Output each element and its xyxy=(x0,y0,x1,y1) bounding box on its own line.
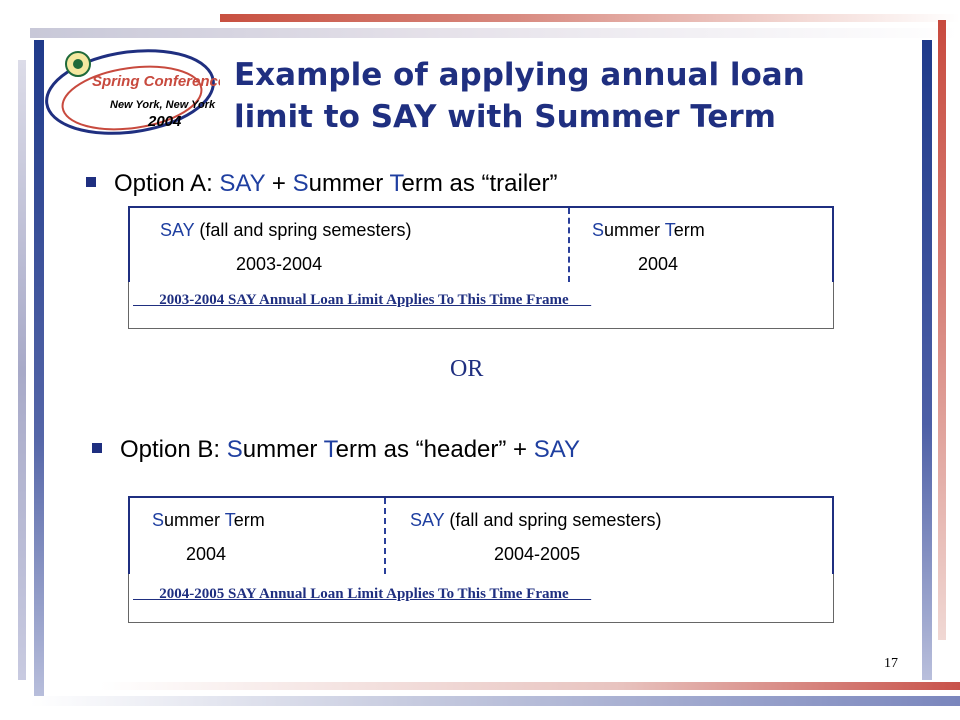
option-a-say-year: 2003-2004 xyxy=(236,254,323,274)
option-a-rest: erm as “trailer” xyxy=(401,170,558,197)
option-b-summer-label: Summer Term xyxy=(152,510,265,530)
option-b-prefix: Option B: xyxy=(120,436,227,463)
option-a-say-label: SAY (fall and spring semesters) xyxy=(160,220,412,240)
option-a-ummer: ummer xyxy=(308,170,390,197)
conference-logo xyxy=(40,42,220,142)
option-a-frame-box xyxy=(128,282,834,329)
option-b-summer-year: 2004 xyxy=(186,544,227,564)
option-a-frame-text: 2003-2004 SAY Annual Loan Limit Applies To This Time Frame xyxy=(133,292,592,308)
top-frame-bar xyxy=(30,28,960,38)
title-line-1: Example of applying annual loan xyxy=(234,57,805,93)
logo-location: New York, New York xyxy=(110,99,216,111)
option-b-say-label: SAY (fall and spring semesters) xyxy=(410,510,662,530)
option-a-prefix: Option A: xyxy=(114,170,220,197)
option-b-t: T xyxy=(323,436,336,463)
bullet-square-icon xyxy=(86,177,96,187)
logo-year: 2004 xyxy=(148,113,182,130)
bottom-accent-bar xyxy=(100,682,960,690)
option-b-say: SAY xyxy=(533,436,580,463)
option-a-plus: + xyxy=(265,170,293,197)
option-b-say-year: 2004-2005 xyxy=(494,544,581,564)
option-a-say: SAY xyxy=(219,170,266,197)
option-a-s: S xyxy=(292,170,309,197)
option-a-term-box xyxy=(128,206,834,284)
logo-name: Spring Conference xyxy=(92,73,220,90)
option-a-summer-label: Summer Term xyxy=(592,220,705,240)
title-line-2: limit to SAY with Summer Term xyxy=(234,99,776,135)
option-a-summer-year: 2004 xyxy=(638,254,679,274)
option-b-term-box xyxy=(128,496,834,576)
option-b-heading xyxy=(92,436,580,464)
option-b-ummer: ummer xyxy=(242,436,324,463)
option-b-frame-text: 2004-2005 SAY Annual Loan Limit Applies To This Time Frame xyxy=(133,586,592,602)
option-a-heading xyxy=(86,170,558,198)
or-separator: OR xyxy=(450,356,484,382)
right-accent-bar xyxy=(938,20,946,640)
option-b-s: S xyxy=(226,436,243,463)
option-a-t: T xyxy=(389,170,402,197)
option-a-divider xyxy=(568,208,570,282)
bottom-frame-bar xyxy=(30,696,960,706)
option-b-rest: erm as “header” + xyxy=(335,436,534,463)
option-b-frame-box xyxy=(128,574,834,623)
bullet-square-icon xyxy=(92,443,102,453)
page-title xyxy=(234,54,924,138)
left-accent-bar xyxy=(18,60,26,680)
option-b-divider xyxy=(384,498,386,574)
page-number: 17 xyxy=(884,656,898,671)
top-accent-bar xyxy=(220,14,960,22)
